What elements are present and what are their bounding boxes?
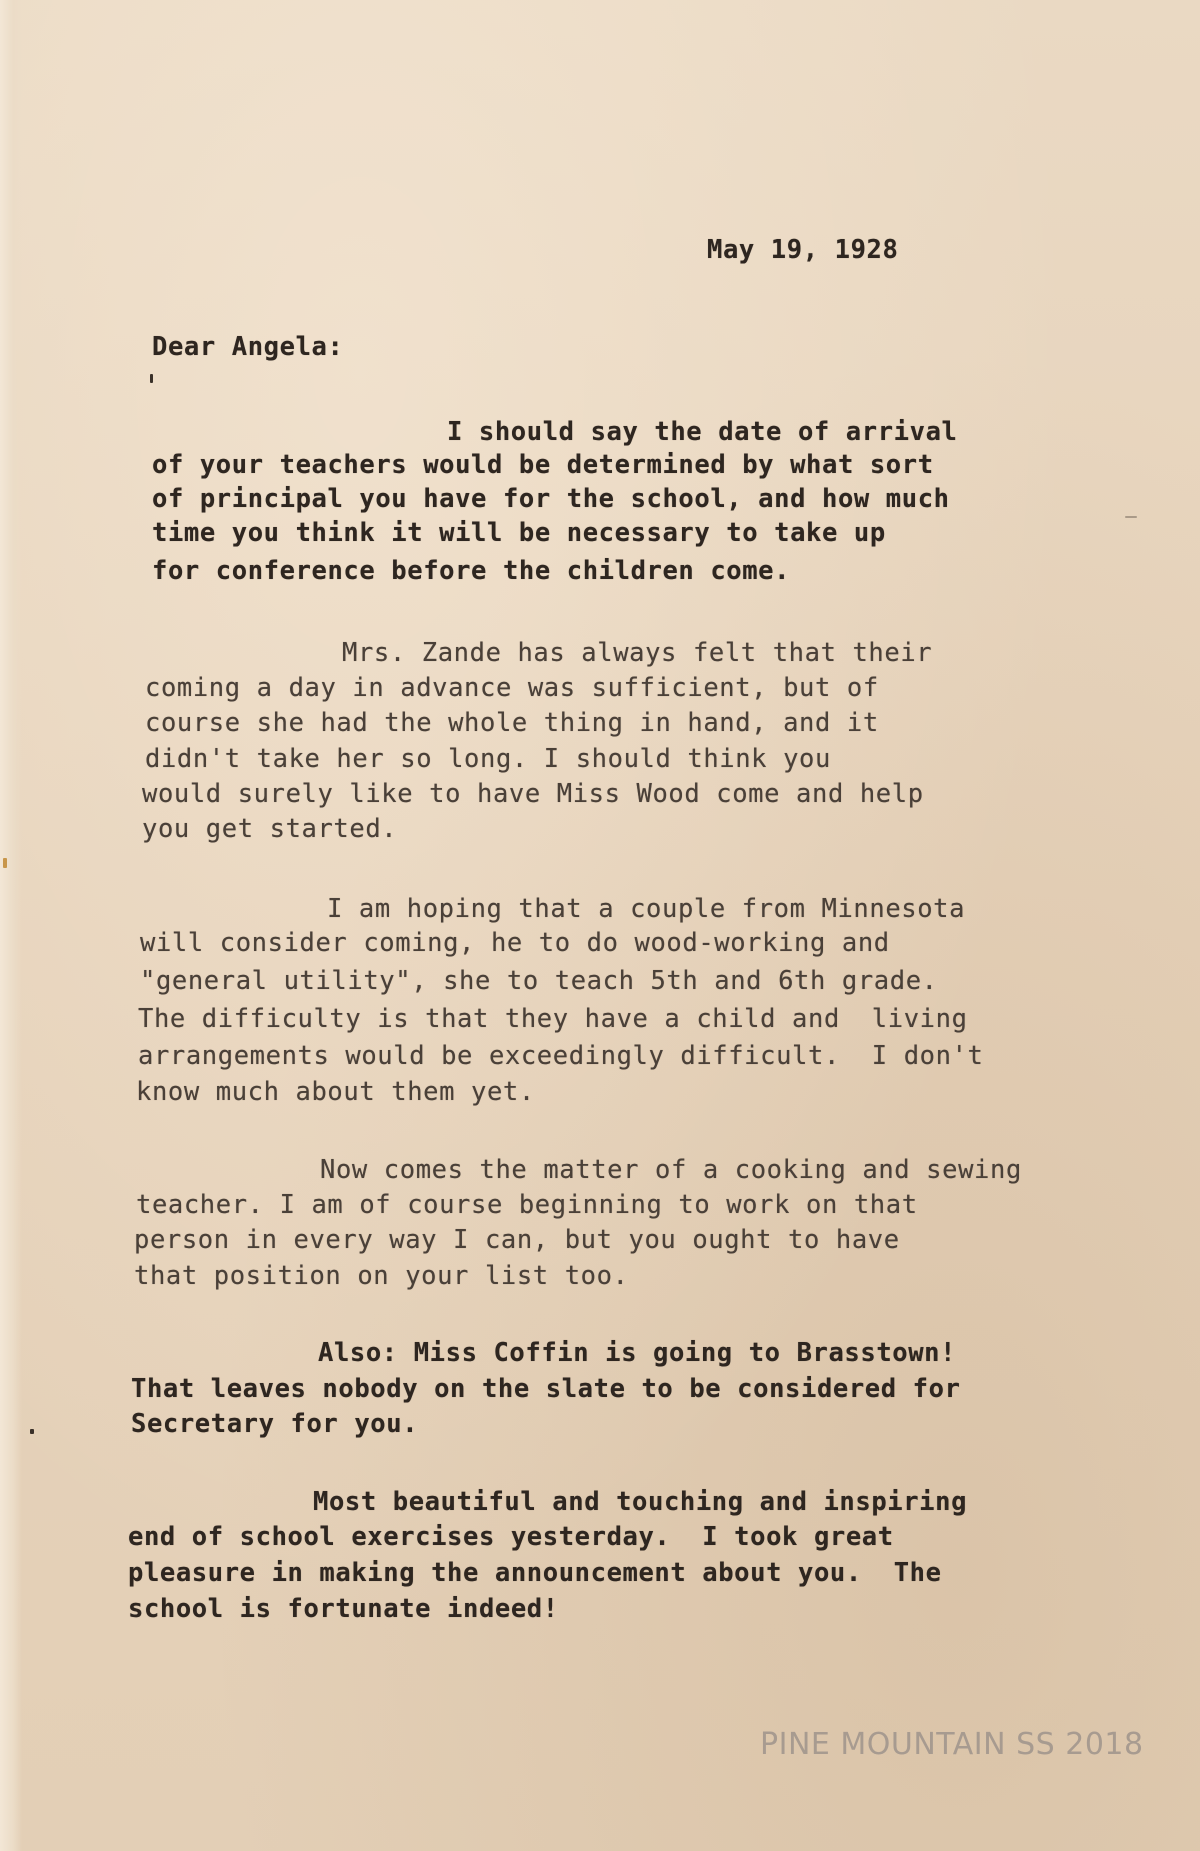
paragraph-3-line-1: I am hoping that a couple from Minnesota — [327, 894, 966, 924]
paragraph-3-line-2: will consider coming, he to do wood-working and — [140, 928, 890, 958]
paragraph-2-line-1: Mrs. Zande has always felt that their — [342, 638, 933, 668]
paragraph-2-line-2: coming a day in advance was sufficient, but of — [145, 673, 879, 703]
letter-salutation: Dear Angela: — [152, 332, 344, 362]
paragraph-4-line-1: Now comes the matter of a cooking and sewing — [320, 1155, 1022, 1185]
paragraph-2-line-5: would surely like to have Miss Wood come and help — [142, 779, 924, 809]
paragraph-2-line-4: didn't take her so long. I should think you — [145, 744, 831, 774]
paragraph-3-line-4: The difficulty is that they have a child and living — [138, 1004, 968, 1034]
paragraph-1-line-1: I should say the date of arrival — [447, 417, 958, 447]
paragraph-3-line-5: arrangements would be exceedingly difficult. I don't — [138, 1041, 984, 1071]
paragraph-1-line-3: of principal you have for the school, and how much — [152, 484, 950, 514]
paragraph-6-line-4: school is fortunate indeed! — [128, 1594, 559, 1624]
letter-date: May 19, 1928 — [707, 235, 899, 265]
paragraph-1-line-5: for conference before the children come. — [152, 556, 791, 586]
paragraph-2-line-3: course she had the whole thing in hand, and it — [145, 708, 879, 738]
paragraph-4-line-2: teacher. I am of course beginning to work on that — [136, 1190, 918, 1220]
paragraph-6-line-2: end of school exercises yesterday. I took great — [128, 1522, 894, 1552]
paragraph-4-line-4: that position on your list too. — [134, 1261, 629, 1291]
paragraph-5-line-1: Also: Miss Coffin is going to Brasstown! — [318, 1338, 957, 1368]
paragraph-1-line-2: of your teachers would be determined by what sort — [152, 450, 934, 480]
paragraph-3-line-6: know much about them yet. — [136, 1077, 535, 1107]
paragraph-4-line-3: person in every way I can, but you ought to have — [134, 1225, 900, 1255]
archive-watermark: PINE MOUNTAIN SS 2018 — [760, 1727, 1144, 1762]
paragraph-6-line-3: pleasure in making the announcement about you. The — [128, 1558, 942, 1588]
paragraph-5-line-2: That leaves nobody on the slate to be considered for — [131, 1374, 961, 1404]
paragraph-5-line-3: Secretary for you. — [131, 1409, 419, 1439]
paragraph-6-line-1: Most beautiful and touching and inspiring — [313, 1487, 968, 1517]
paragraph-3-line-3: "general utility", she to teach 5th and 6th grade. — [140, 966, 938, 996]
paragraph-1-line-4: time you think it will be necessary to take up — [152, 518, 886, 548]
paragraph-2-line-6: you get started. — [142, 814, 398, 844]
